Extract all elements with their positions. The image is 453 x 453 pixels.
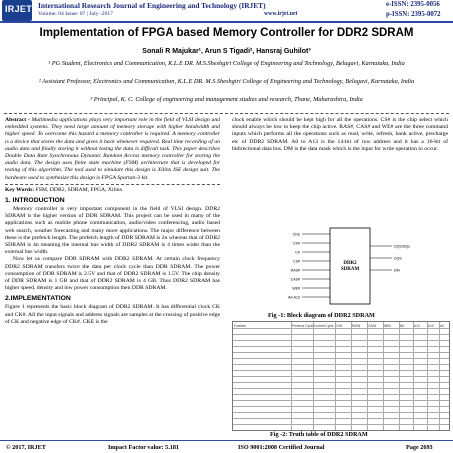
table-row xyxy=(233,346,449,347)
abstract-divider xyxy=(5,184,220,185)
fig1-input-label: CK xyxy=(295,250,300,255)
table-header-cell: CAS# xyxy=(368,324,377,328)
table-row xyxy=(233,400,449,401)
e-issn: e-ISSN: 2395-0056 xyxy=(386,1,440,8)
fig1-input-label: A0-A13 xyxy=(288,295,300,300)
fig1-output-label: DQS xyxy=(394,256,402,261)
table-row xyxy=(233,358,449,359)
table-row xyxy=(233,418,449,419)
table-row xyxy=(233,352,449,353)
left-column xyxy=(5,117,220,326)
ddr2-block-label: DDR2 xyxy=(343,261,357,266)
fig1-input-label: CS# xyxy=(293,259,300,264)
page-footer xyxy=(0,441,453,453)
footer-impact: Impact Factor value: 5.181 xyxy=(108,444,180,451)
header-rule xyxy=(0,21,453,23)
ddr2-block xyxy=(330,228,370,304)
paper-title: Implementation of FPGA based Memory Controller for DDR2 SDRAM xyxy=(39,27,414,39)
table-row xyxy=(233,328,449,329)
journal-title: International Research Journal of Engineering and Technology (IRJET) xyxy=(38,1,266,10)
fig1-input-label: CAS# xyxy=(290,277,300,282)
table-row xyxy=(233,406,449,407)
table-header-cell: Previous Cycle xyxy=(292,324,314,328)
table-row xyxy=(233,334,449,335)
section-2-title: 2.IMPLEMENTATION xyxy=(5,295,71,303)
keywords-label: Key Words: xyxy=(5,186,35,193)
p-issn: p-ISSN: 2395-0072 xyxy=(386,11,441,18)
table-row xyxy=(233,394,449,395)
table-row xyxy=(233,424,449,425)
table-header-cell: A0 xyxy=(440,324,444,328)
keywords-text: FSM, DDR2, SDRAM, FPGA, Xilinx xyxy=(35,186,123,193)
fig2-truth-table xyxy=(232,321,450,431)
footer-iso: ISO 9001:2008 Certified Journal xyxy=(238,444,325,451)
table-row xyxy=(233,382,449,383)
section-1-title: 1. INTRODUCTION xyxy=(5,197,65,205)
table-header-cell: A10 xyxy=(428,324,434,328)
right-column-top xyxy=(232,117,448,153)
journal-header xyxy=(0,0,453,22)
table-header-cell: Function xyxy=(234,324,247,328)
fig1-output-label: DQS/DQs xyxy=(394,244,410,249)
table-header-cell: WE# xyxy=(384,324,391,328)
authors: Sonali R Majukar¹, Arun S Tigadi², Hansraj Guhilot³ xyxy=(142,48,311,55)
table-row xyxy=(233,370,449,371)
journal-logo xyxy=(2,0,32,21)
fig1-output-label: DM xyxy=(394,268,400,273)
fig1-block-diagram xyxy=(272,222,412,310)
impl-paragraph-cont: clock enable which should be kept high for all the operations. CS# is the chip select which should always be low to keep the chip active. RAS#, CAS# and WE# are the three command inputs which performs all the operations such as read, write, refresh, bank active, precharge etc of DDR2 SDRAM. A0 to A13 is the 14-bit of row address and it has a 16-bit of bidirectional data bus. DM is the data mask which is the input for write operation to occur. xyxy=(232,117,448,152)
table-row xyxy=(233,364,449,365)
intro-paragraph-2: Now let us compare DDR SDRAM with DDR2 SDRAM. At certain clock frequency DDR2 SDRAM transfers twice the data per clock cycle than DDR SDRAM. The power consumption of DDR SDRAM is 2.5V and that of DDR2 SDRAM is 1.5V. The chip density of DDR SDRAM is 1 GB and that of DDR2 SDRAM is 4 GB. Thus DDR2 SDRAM has higher speed, density and low power consumption then DDR SDRAM. xyxy=(5,256,220,292)
fig1-input-label: CKE xyxy=(292,232,300,237)
table-header-cell: A13 xyxy=(414,324,420,328)
footer-page: Page 2693 xyxy=(406,444,433,451)
fig2-caption: Fig -2: Truth table of DDR2 SDRAM xyxy=(270,431,368,438)
fig1-outputs xyxy=(370,245,410,273)
table-row xyxy=(233,376,449,377)
abstract-label: Abstract - xyxy=(5,117,30,123)
table-header-cell: CS# xyxy=(336,324,343,328)
ddr2-block-label-2: SDRAM xyxy=(340,267,360,272)
fig1-input-label: CK# xyxy=(293,241,300,246)
table-header-cell: BA xyxy=(400,324,405,328)
journal-website[interactable]: www.irjet.net xyxy=(264,11,298,17)
affiliation-1: ¹ PG Student, Electronics and Communication, K.L.E DR. M.S.Sheshgiri College of Engineering and Technology, Belagavi, Karnataka, India xyxy=(48,60,405,67)
volume-info: Volume: 04 Issue: 07 | July -2017 xyxy=(38,11,113,17)
fig1-input-label: RAS# xyxy=(290,268,300,273)
abstract xyxy=(5,117,220,182)
divider xyxy=(4,113,449,114)
fig1-inputs xyxy=(288,233,330,300)
table-header-cell: Current Cycle xyxy=(314,324,334,328)
affiliation-3: ³ Principal, K. C. College of engineering and management studies and research, Thane, Maharashtra, India xyxy=(90,96,363,103)
intro-paragraph-1: Memory controller is very important component in the field of VLSI design. DDR2 SDRAM is the higher version of DDR SDRAM. This project can be used in many of the applications such as mobile phone communication, audio/video conferencing, audio based web search, weather forecasting and many more applications. The major difference between these is the prefetch length. The prefetch length of DDR SDRAM is 2n whereas that of DDR2 SDRAM is 4n meaning the internal bus width of DDR2 SDRAM is 4 times wider than the external bus width. xyxy=(5,206,220,256)
affiliation-2: ² Assistant Professor, Electronics and Communication, K.L.E DR. M.S.Sheshgiri College of Engineering and Technology, Belagavi, Karnataka, India xyxy=(38,78,415,85)
keywords xyxy=(5,187,220,194)
table-row xyxy=(233,388,449,389)
table-row xyxy=(233,412,449,413)
fig1-input-label: WE# xyxy=(292,286,300,291)
abstract-text: Multimedia applications plays very important role in the field of VLSI design and embedded systems. They need large amount of memory storage with higher bandwidth and higher speed. To overcome this hazard a memory controller is required. A memory controller is a device that stores the data and gives it back whenever required. Real time recording of an audio data and finally storing it without losing the data is difficult task. This paper describes Double Data Rate Synchronous Dynamic Random Access memory controller for storing the audio data. The design uses finite state machine (FSM) architecture that is developed for testing of this algorithm. The tool used to simulate this design is Xilinx ISE design suit. The hardware used to synthesize this design is FPGA Spartan-3 kit. xyxy=(5,117,221,181)
impl-paragraph-1: Figure 1 represents the basic block diagram of DDR2 SDRAM. It has differential clock CK and CK#. All the input signals and address signals are samples at the crossing of positive edge of CK and negative edge of CK#. CKE is the xyxy=(5,304,220,325)
footer-copyright: © 2017, IRJET xyxy=(6,444,46,451)
table-row xyxy=(233,340,449,341)
table-header-cell: RAS# xyxy=(352,324,361,328)
fig1-caption: Fig -1: Block diagram of DDR2 SDRAM xyxy=(268,312,375,319)
logo-text: IRJET xyxy=(5,4,33,14)
